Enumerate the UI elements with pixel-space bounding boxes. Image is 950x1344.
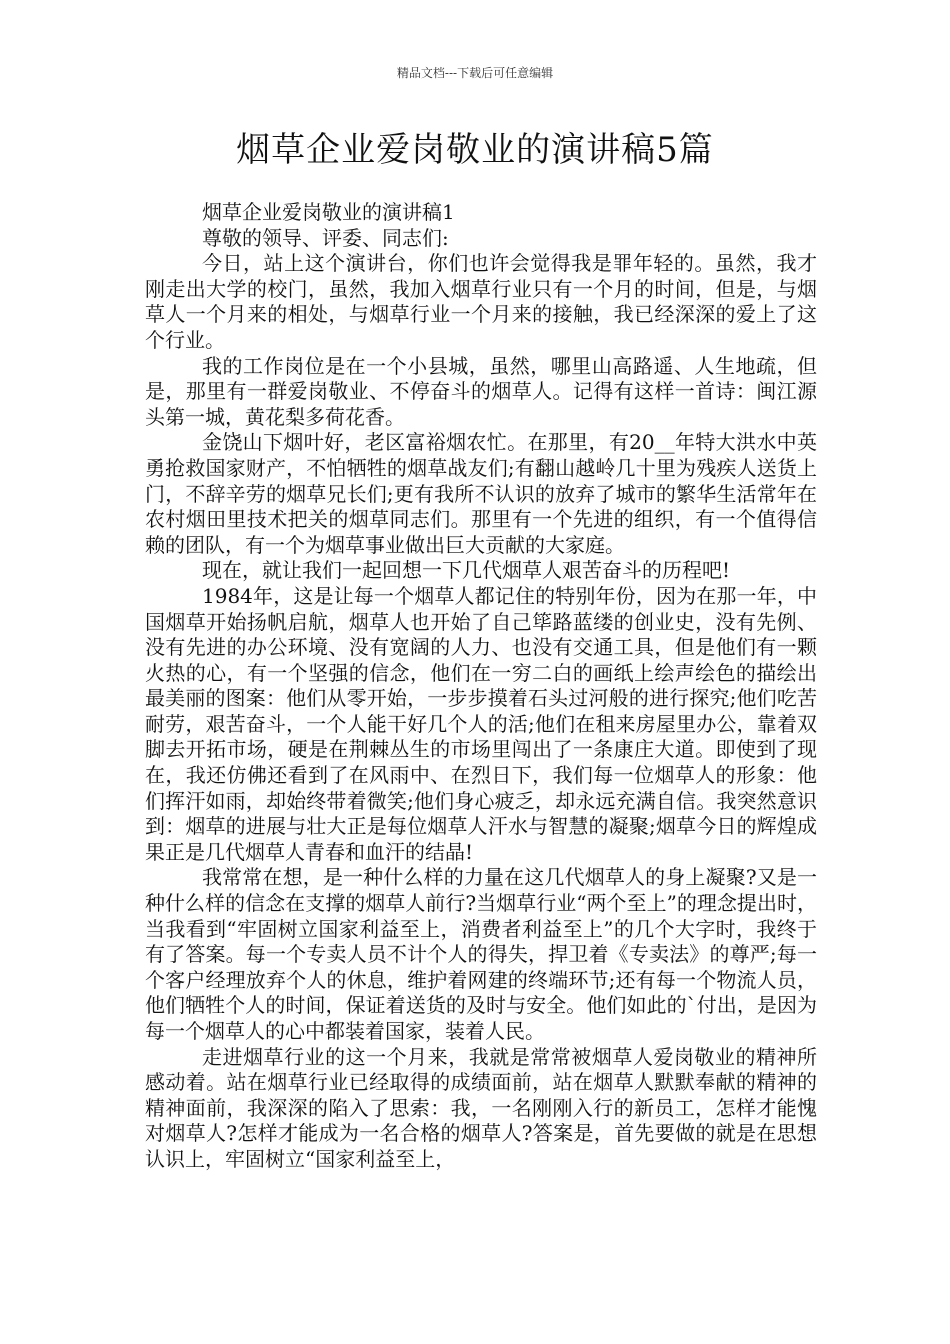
body-paragraph: 金饶山下烟叶好，老区富裕烟农忙。在那里，有20__年特大洪水中英勇抢救国家财产，不怕牺牲的烟草战友们;有翻山越岭几十里为残疾人送货上门，不辞辛劳的烟草兄长们;更有我所不认识的放弃了城市的繁华生活常年在农村烟田里技术把关的烟草同志们。那里有一个先进的组织，有一个值得信赖的团队，有一个为烟草事业做出巨大贡献的大家庭。 — [145, 430, 817, 557]
header-note: 精品文档---下载后可任意编辑 — [396, 66, 554, 80]
body-paragraph: 我的工作岗位是在一个小县城，虽然，哪里山高路遥、人生地疏，但是，那里有一群爱岗敬业、不停奋斗的烟草人。记得有这样一首诗：闽江源头第一城，黄花梨多荷花香。 — [145, 353, 817, 429]
document-title: 烟草企业爱岗敬业的演讲稿5篇 — [236, 130, 714, 170]
salutation: 尊敬的领导、评委、同志们: — [202, 225, 449, 250]
body-paragraph: 1984年，这是让每一个烟草人都记住的特别年份，因为在那一年，中国烟草开始扬帆启航，烟草人也开始了自己筚路蓝缕的创业史，没有先例、没有先进的办公环境、没有宽阔的人力、也没有交通工具，但是他们有一颗火热的心，有一个坚强的信念，他们在一穷二白的画纸上绘声绘色的描绘出最美丽的图案：他们从零开始，一步步摸着石头过河般的进行探究;他们吃苦耐劳，艰苦奋斗，一个人能干好几个人的活;他们在租来房屋里办公，靠着双脚去开拓市场，硬是在荆棘丛生的市场里闯出了一条康庄大道。即使到了现在，我还仿佛还看到了在风雨中、在烈日下，我们每一位烟草人的形象：他们挥汗如雨，却始终带着微笑;他们身心疲乏，却永远充满自信。我突然意识到：烟草的进展与壮大正是每位烟草人汗水与智慧的凝聚;烟草今日的辉煌成果正是几代烟草人青春和血汗的结晶! — [145, 583, 817, 864]
section-heading: 烟草企业爱岗敬业的演讲稿1 — [202, 200, 455, 224]
body-paragraph: 今日，站上这个演讲台，你们也许会觉得我是罪年轻的。虽然，我才刚走出大学的校门，虽然，我加入烟草行业只有一个月的时间，但是，与烟草人一个月来的相处，与烟草行业一个月来的接触，我已经深深的爱上了这个行业。 — [145, 251, 817, 352]
body-paragraph: 我常常在想，是一种什么样的力量在这几代烟草人的身上凝聚?又是一种什么样的信念在支撑的烟草人前行?当烟草行业“两个至上”的理念提出时，当我看到“牢固树立国家利益至上，消费者利益至上”的几个大字时，我终于有了答案。每一个专卖人员不计个人的得失，捍卫着《专卖法》的尊严;每一个客户经理放弃个人的休息，维护着网建的终端环节;还有每一个物流人员，他们牺牲个人的时间，保证着送货的及时与安全。他们如此的`付出，是因为每一个烟草人的心中都装着国家，装着人民。 — [145, 865, 817, 1043]
document-body — [145, 200, 817, 1173]
body-paragraph: 现在，就让我们一起回想一下几代烟草人艰苦奋斗的历程吧! — [202, 558, 731, 583]
body-paragraph: 走进烟草行业的这一个月来，我就是常常被烟草人爱岗敬业的精神所感动着。站在烟草行业已经取得的成绩面前，站在烟草人默默奉献的精神的精神面前，我深深的陷入了思索：我，一名刚刚入行的新员工，怎样才能愧对烟草人?怎样才能成为一名合格的烟草人?答案是，首先要做的就是在思想认识上，牢固树立“国家利益至上， — [145, 1044, 817, 1171]
